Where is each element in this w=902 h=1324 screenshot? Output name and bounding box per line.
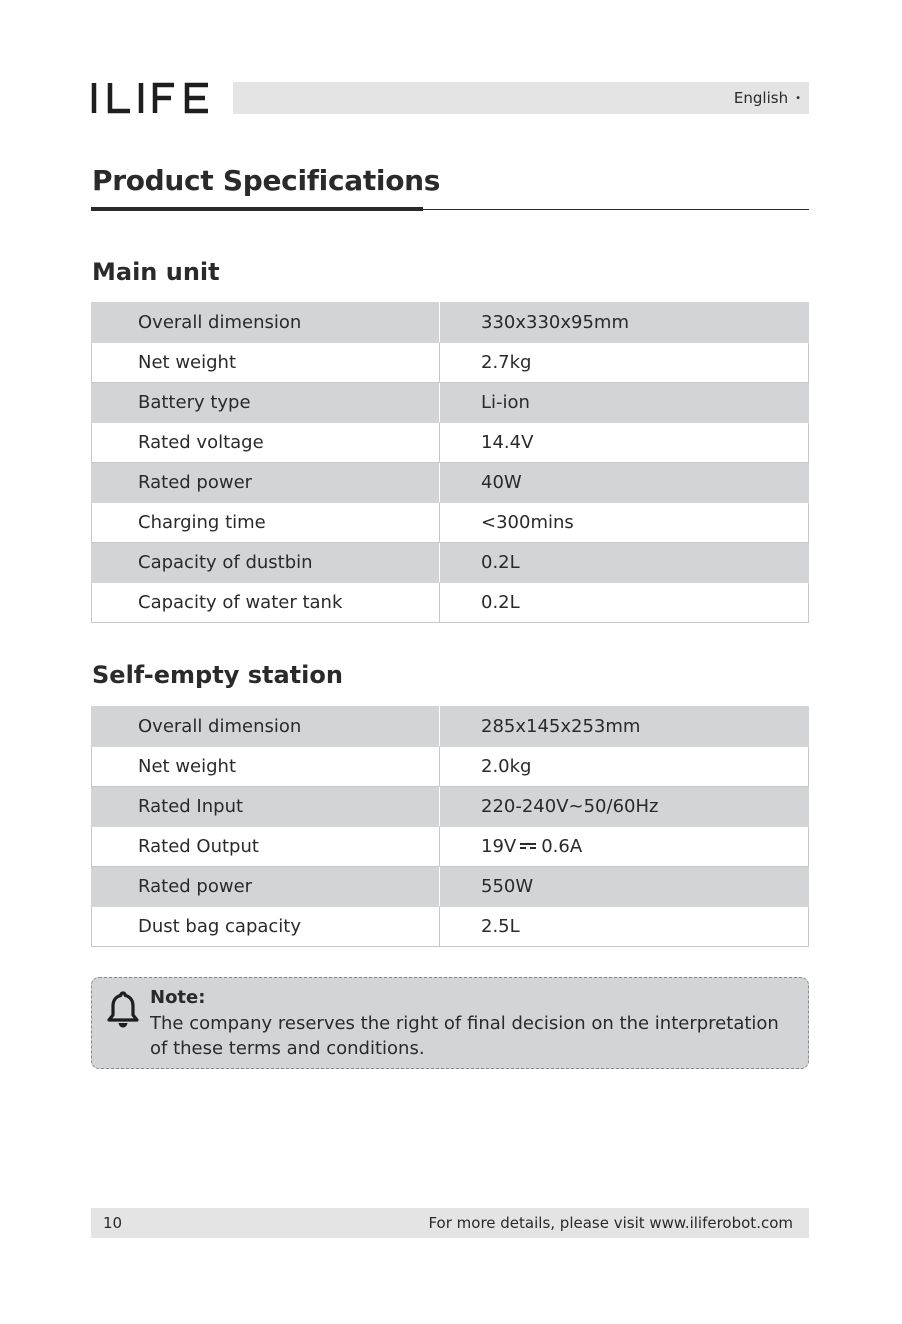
title-block	[91, 164, 809, 212]
spec-value: 2.0kg	[440, 747, 809, 787]
spec-value: 40W	[440, 463, 809, 503]
page-footer	[91, 1208, 809, 1238]
table-row	[92, 787, 809, 827]
spec-value: 285x145x253mm	[440, 707, 809, 747]
note-body: The company reserves the right of final decision on the interpretation of these terms and conditions.	[150, 1013, 779, 1059]
station-spec-table	[91, 706, 809, 947]
table-row	[92, 707, 809, 747]
spec-value: 0.2L	[440, 543, 809, 583]
spec-value: 0.2L	[440, 583, 809, 623]
table-row	[92, 907, 809, 947]
spec-value-main: 19V	[481, 836, 517, 857]
table-row	[92, 463, 809, 503]
footer-details: For more details, please visit www.iliferobot.com	[428, 1214, 793, 1232]
station-title: Self-empty station	[92, 661, 343, 689]
spec-value: 2.5L	[440, 907, 809, 947]
spec-label: Net weight	[92, 747, 440, 787]
table-row	[92, 583, 809, 623]
spec-label: Rated Output	[92, 827, 440, 867]
table-row	[92, 423, 809, 463]
spec-label: Rated voltage	[92, 423, 440, 463]
table-row	[92, 867, 809, 907]
spec-value: 2.7kg	[440, 343, 809, 383]
spec-value-suffix: 0.6A	[541, 836, 583, 857]
spec-label: Charging time	[92, 503, 440, 543]
note-box	[91, 977, 809, 1069]
spec-value: <300mins	[440, 503, 809, 543]
spec-label: Dust bag capacity	[92, 907, 440, 947]
spec-label: Net weight	[92, 343, 440, 383]
spec-label: Capacity of water tank	[92, 583, 440, 623]
spec-value: 550W	[440, 867, 809, 907]
page-header	[91, 80, 809, 116]
spec-label: Rated power	[92, 867, 440, 907]
spec-label: Capacity of dustbin	[92, 543, 440, 583]
table-row	[92, 303, 809, 343]
dc-current-icon	[520, 842, 536, 850]
spec-value: Li-ion	[440, 383, 809, 423]
ilife-logo-mark	[91, 80, 211, 116]
spec-label: Overall dimension	[92, 707, 440, 747]
note-title: Note:	[150, 987, 206, 1008]
bell-icon	[106, 990, 140, 1030]
title-underline-accent	[91, 207, 423, 211]
spec-value	[440, 827, 809, 867]
page-title: Product Specifications	[92, 164, 441, 197]
table-row	[92, 383, 809, 423]
language-dot: •	[795, 92, 801, 104]
spec-value: 220-240V~50/60Hz	[440, 787, 809, 827]
spec-label: Rated power	[92, 463, 440, 503]
table-row	[92, 543, 809, 583]
spec-value: 330x330x95mm	[440, 303, 809, 343]
ilife-logo	[91, 80, 211, 116]
language-label: English	[733, 89, 789, 107]
main-unit-spec-table	[91, 302, 809, 623]
spec-label: Overall dimension	[92, 303, 440, 343]
spec-label: Rated Input	[92, 787, 440, 827]
page-number: 10	[103, 1214, 123, 1232]
spec-value: 14.4V	[440, 423, 809, 463]
main-unit-title: Main unit	[92, 258, 220, 286]
table-row	[92, 827, 809, 867]
table-row	[92, 343, 809, 383]
header-bar	[233, 82, 809, 114]
table-row	[92, 747, 809, 787]
spec-label: Battery type	[92, 383, 440, 423]
table-row	[92, 503, 809, 543]
